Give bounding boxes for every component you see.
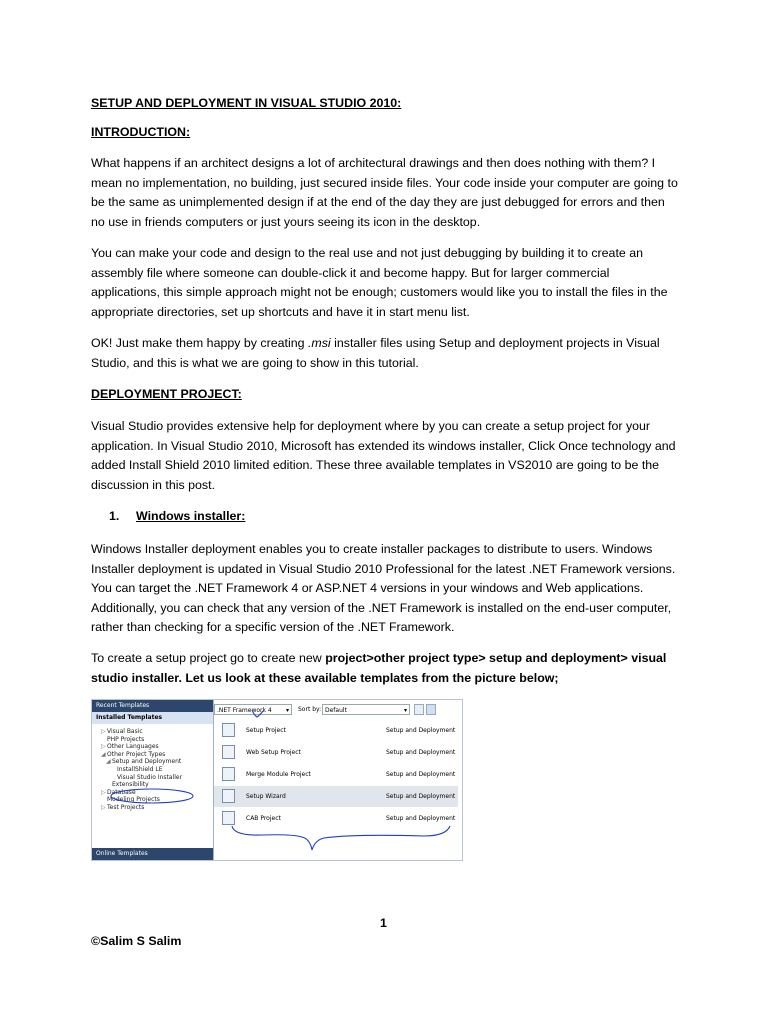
online-templates-footer: Online Templates	[92, 848, 213, 860]
template-name: Web Setup Project	[246, 749, 301, 756]
tree-node	[92, 774, 213, 782]
new-project-dialog-screenshot	[91, 699, 463, 861]
tree-expander-icon: ◢	[101, 750, 106, 758]
tree-node	[92, 766, 213, 774]
copyright-footer: ©Salim S Salim	[91, 934, 182, 948]
installed-templates-header: Installed Templates	[92, 712, 213, 724]
template-icon	[222, 723, 235, 737]
tree-node	[92, 736, 213, 744]
tree-node-label: Database	[107, 788, 136, 796]
template-row	[214, 786, 458, 807]
paragraph-deployment: Visual Studio provides extensive help for deployment where by you can create a setup project for your application. In Visual Studio 2010, Microsoft has extended its windows installer, Click Once technology and added Install Shield 2010 limited edition. These three available templates in VS2010 are going to be the discussion in this post.	[91, 419, 676, 492]
template-row	[214, 720, 458, 741]
tree-node	[92, 751, 213, 759]
tree-node	[92, 743, 213, 751]
template-toolbar	[214, 704, 462, 716]
template-type: Setup and Deployment	[386, 749, 456, 756]
template-name: CAB Project	[246, 815, 281, 822]
template-type: Setup and Deployment	[386, 771, 456, 778]
template-name: Merge Module Project	[246, 771, 311, 778]
template-list-panel	[214, 700, 462, 860]
list-view-icon	[426, 704, 436, 715]
template-type: Setup and Deployment	[386, 727, 456, 734]
tree-node-label: Extensibility	[112, 781, 149, 789]
template-type: Setup and Deployment	[386, 815, 456, 822]
recent-templates-header: Recent Templates	[92, 700, 213, 712]
tree-node	[92, 796, 213, 804]
paragraph-windows-installer: Windows Installer deployment enables you to create installer packages to distribute to users. Windows Installer deployment is updated in Visual Studio 2010 Professional for the latest .NET Framework versions. You can target the .NET Framework 4 or ASP.NET 4 versions in your windows and Web applications. Additionally, you can check that any version of the .NET Framework is installed on the end-user computer, rather than checking for a specific version of the .NET Framework.	[91, 542, 676, 635]
list-item-windows-installer: Windows installer:	[136, 509, 246, 523]
tree-node-label: Other Languages	[107, 743, 159, 751]
sort-by-label: Sort by:	[298, 706, 322, 713]
template-name: Setup Wizard	[246, 793, 286, 800]
intro-heading: INTRODUCTION:	[91, 125, 191, 139]
paragraph-build: You can make your code and design to the real use and not just debugging by building it to create an assembly file where someone can double-click it and become happy. But for larger commercial applications, this simple approach might not be enough; customers would like you to install the files in the appropriate directories, set up shortcuts and have it in start menu list.	[91, 246, 668, 319]
tree-expander-icon: ▷	[101, 788, 106, 796]
chevron-down-icon: ▾	[285, 707, 289, 714]
template-icon	[222, 745, 235, 759]
tree-node	[92, 728, 213, 736]
tree-node-label: InstallShield LE	[117, 765, 163, 773]
template-icon	[222, 767, 235, 781]
list-number: 1.	[109, 509, 120, 523]
tree-node	[92, 758, 213, 766]
deployment-heading: DEPLOYMENT PROJECT:	[91, 387, 242, 401]
paragraph-msi: OK! Just make them happy by creating .msi installer files using Setup and deployment projects in Visual Studio, and this is what we are going to show in this tutorial.	[91, 336, 660, 370]
chevron-down-icon: ▾	[403, 707, 407, 714]
framework-dropdown: .NET Framework 4 ▾	[214, 704, 292, 715]
template-tree	[92, 728, 213, 812]
tree-node-label: Visual Studio Installer	[117, 773, 183, 781]
template-row	[214, 742, 458, 763]
tree-node-label: Setup and Deployment	[112, 758, 182, 766]
template-tree-panel	[92, 700, 214, 860]
template-icon	[222, 811, 235, 825]
tree-node-label: PHP Projects	[107, 735, 145, 743]
tree-expander-icon: ▷	[101, 728, 106, 735]
page-number: 1	[380, 916, 387, 930]
paragraph-create-setup: To create a setup project go to create new project>other project type> setup and deployment> visual studio installer. Let us look at these available templates from the picture below;	[91, 651, 667, 685]
template-icon	[222, 789, 235, 803]
tree-node	[92, 789, 213, 797]
tree-node	[92, 804, 213, 812]
tree-expander-icon: ◢	[106, 758, 111, 766]
tree-expander-icon: ▷	[101, 803, 106, 811]
tree-node-label: Other Project Types	[107, 750, 166, 758]
tree-expander-icon: ▷	[101, 743, 106, 751]
template-name: Setup Project	[246, 727, 286, 734]
tree-node-label: Modeling Projects	[107, 796, 160, 804]
small-icons-view-icon	[414, 704, 424, 715]
tree-node	[92, 781, 213, 789]
paragraph-intro: What happens if an architect designs a lot of architectural drawings and then does nothing with them? I mean no implementation, no building, just secured inside files. Your code inside your computer are going to be the same as unimplemented design if at the end of the day they are just debugged for errors and then no use in friends computers or just yours seeing its icon in the desktop.	[91, 156, 678, 229]
template-row	[214, 764, 458, 785]
sort-dropdown: Default ▾	[322, 704, 410, 715]
template-type: Setup and Deployment	[386, 793, 456, 800]
tree-node-label: Visual Basic	[107, 728, 143, 735]
tree-node-label: Test Projects	[107, 803, 145, 811]
template-row	[214, 808, 458, 829]
document-title: SETUP AND DEPLOYMENT IN VISUAL STUDIO 2010:	[91, 96, 402, 110]
